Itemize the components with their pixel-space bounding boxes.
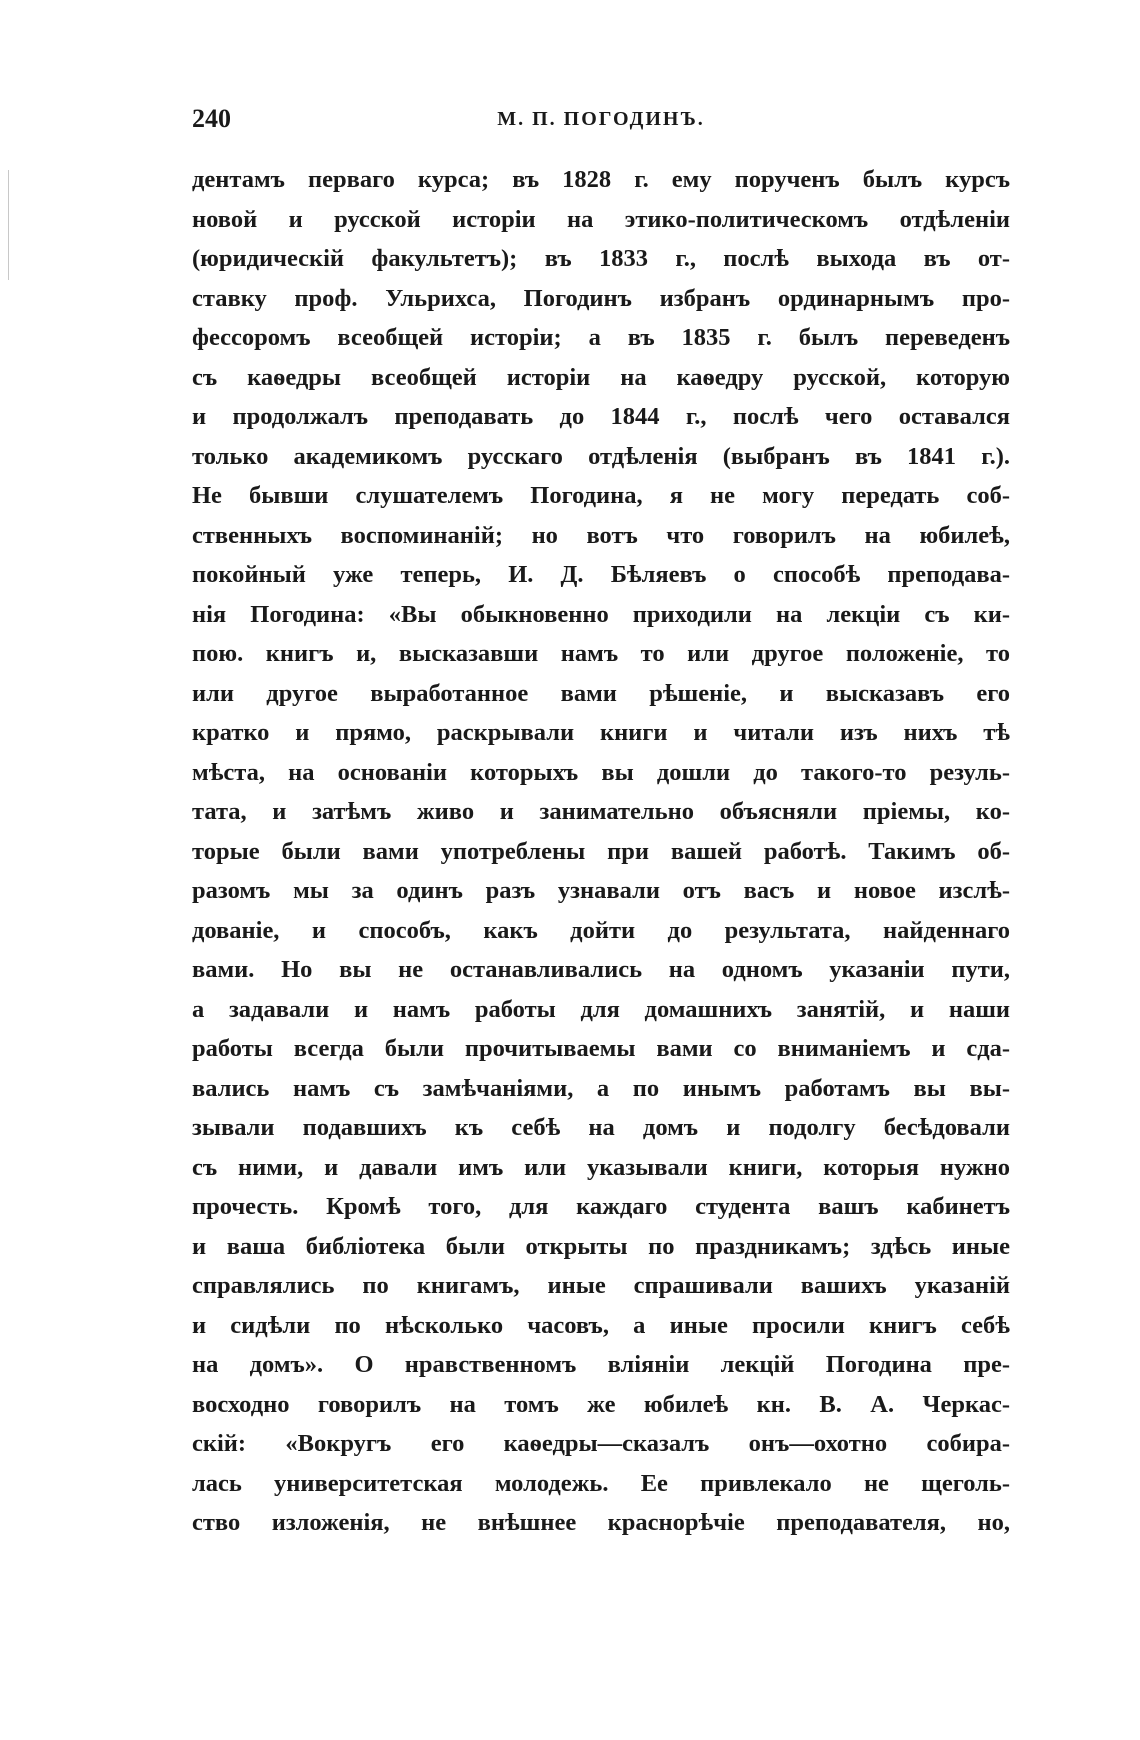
- text-line: фессоромъ всеобщей исторіи; а въ 1835 г. былъ переведенъ: [192, 324, 1010, 351]
- text-line: ставку проф. Ульрихса, Погодинъ избранъ ординарнымъ про-: [192, 284, 1010, 312]
- text-line: торые были вами употреблены при вашей работѣ. Такимъ об-: [192, 837, 1010, 865]
- text-line: разомъ мы за одинъ разъ узнавали отъ васъ и новое изслѣ-: [192, 877, 1010, 904]
- text-line: ственныхъ воспоминаній; но вотъ что говорилъ на юбилеѣ,: [192, 521, 1010, 549]
- text-line: и ваша библіотека были открыты по праздникамъ; здѣсь иные: [192, 1232, 1010, 1260]
- page-number: 240: [192, 104, 231, 133]
- text-line: дентамъ перваго курса; въ 1828 г. ему порученъ былъ курсъ: [192, 166, 1010, 193]
- body-text: [192, 160, 1010, 1543]
- text-line: вались намъ съ замѣчаніями, а по инымъ работамъ вы вы-: [192, 1074, 1010, 1102]
- text-line: съ ними, и давали имъ или указывали книги, которыя нужно: [192, 1153, 1010, 1181]
- text-line: восходно говорилъ на томъ же юбилеѣ кн. В. А. Черкас-: [192, 1390, 1010, 1418]
- text-line: а задавали и намъ работы для домашнихъ занятій, и наши: [192, 995, 1010, 1023]
- page-header: [192, 104, 1010, 144]
- text-line: зывали подавшихъ къ себѣ на домъ и подолгу бесѣдовали: [192, 1114, 1010, 1141]
- running-title: М. П. ПОГОДИНЪ.: [497, 108, 705, 130]
- text-line: пою. книгъ и, высказавши намъ то или другое положеніе, то: [192, 640, 1010, 667]
- text-line: работы всегда были прочитываемы вами со вниманіемъ и сда-: [192, 1035, 1010, 1062]
- text-line: тата, и затѣмъ живо и занимательно объясняли пріемы, ко-: [192, 798, 1010, 825]
- text-line: или другое выработанное вами рѣшеніе, и высказавъ его: [192, 679, 1010, 707]
- text-line: (юридическій факультетъ); въ 1833 г., послѣ выхода въ от-: [192, 245, 1010, 272]
- text-line: и продолжалъ преподавать до 1844 г., послѣ чего оставался: [192, 403, 1010, 430]
- text-line: справлялись по книгамъ, иные спрашивали вашихъ указаній: [192, 1272, 1010, 1299]
- text-line: покойный уже теперь, И. Д. Бѣляевъ о способѣ преподава-: [192, 561, 1010, 588]
- text-line: вами. Но вы не останавливались на одномъ указаніи пути,: [192, 956, 1010, 983]
- text-line: новой и русской исторіи на этико-политическомъ отдѣленіи: [192, 205, 1010, 233]
- text-line: Не бывши слушателемъ Погодина, я не могу передать соб-: [192, 482, 1010, 509]
- text-line: мѣста, на основаніи которыхъ вы дошли до такого-то резуль-: [192, 758, 1010, 786]
- text-line: только академикомъ русскаго отдѣленія (выбранъ въ 1841 г.).: [192, 442, 1010, 470]
- text-line: ство изложенія, не внѣшнее краснорѣчіе преподавателя, но,: [192, 1509, 1010, 1536]
- scan-margin-mark: [8, 170, 9, 280]
- text-line: прочесть. Кромѣ того, для каждаго студента вашъ кабинетъ: [192, 1193, 1010, 1220]
- text-line: кратко и прямо, раскрывали книги и читали изъ нихъ тѣ: [192, 719, 1010, 746]
- text-line: дованіе, и способъ, какъ дойти до результата, найденнаго: [192, 916, 1010, 944]
- text-line: лась университетская молодежь. Ее привлекало не щеголь-: [192, 1469, 1010, 1497]
- text-line: на домъ». О нравственномъ вліяніи лекцій Погодина пре-: [192, 1351, 1010, 1378]
- text-line: и сидѣли по нѣсколько часовъ, а иные просили книгъ себѣ: [192, 1311, 1010, 1339]
- text-line: скій: «Вокругъ его каѳедры—сказалъ онъ—охотно собира-: [192, 1430, 1010, 1457]
- text-line: съ каѳедры всеобщей исторіи на каѳедру русской, которую: [192, 363, 1010, 391]
- text-line: нія Погодина: «Вы обыкновенно приходили на лекціи съ ки-: [192, 600, 1010, 628]
